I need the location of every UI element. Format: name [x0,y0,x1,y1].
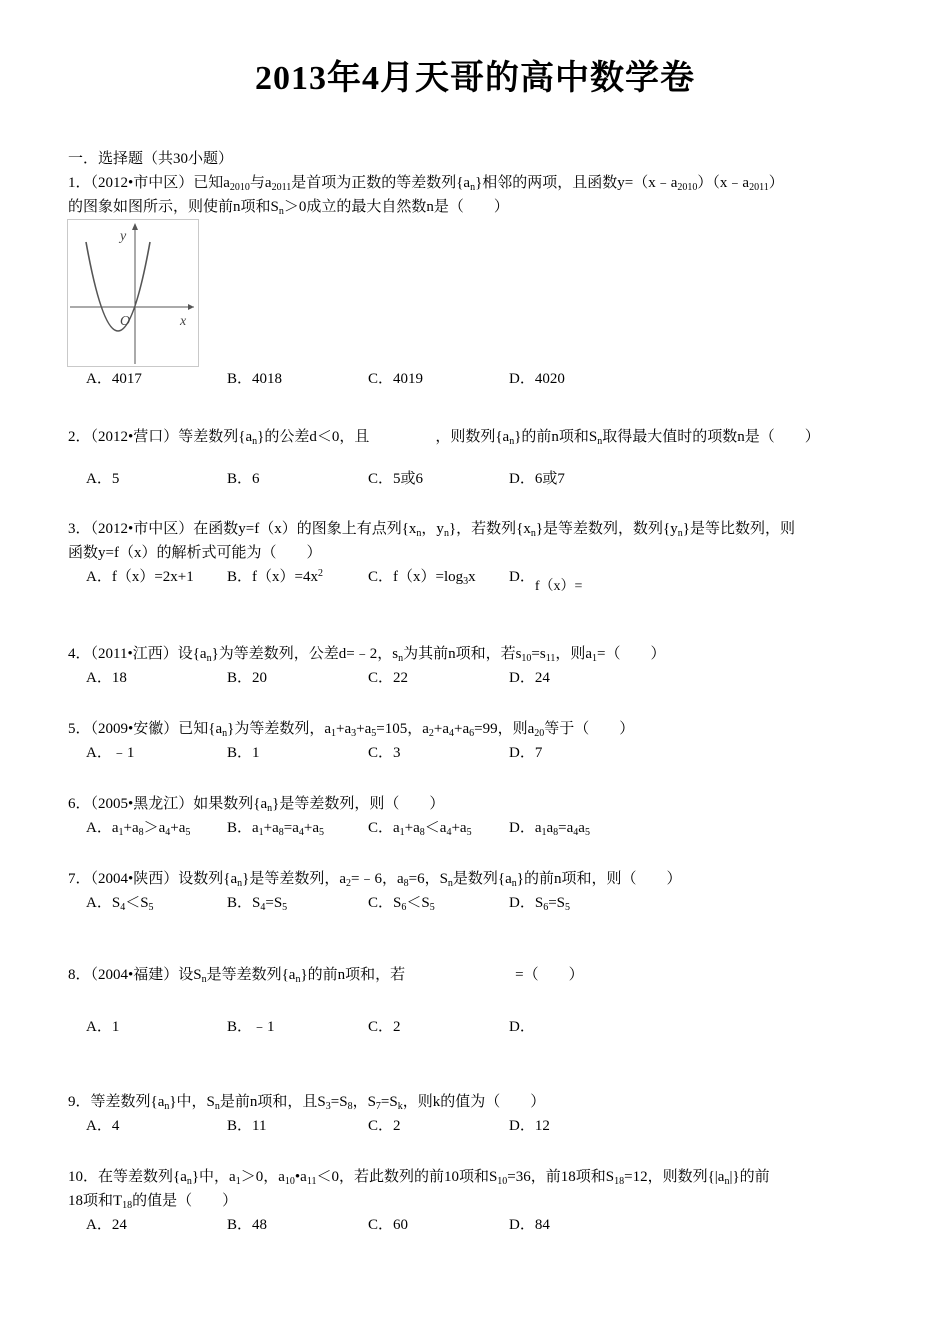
options-row [86,816,888,840]
option-a[interactable]: A．1 [86,1019,120,1035]
option-a[interactable]: A．4 [86,1118,120,1134]
page-title: 2013年4月天哥的高中数学卷 [255,60,695,97]
option-a[interactable]: A．﹣1 [86,745,135,761]
option-c[interactable]: C．2 [368,1118,401,1134]
parabola-graph [67,219,199,367]
option-b[interactable]: B．$f(x)=4x^2$ [227,568,323,585]
y-axis-arrow [132,223,138,230]
section-heading: 一．选择题（共30小题） [68,151,234,167]
question-stem: 8．（2004•福建）设$S_n$是等差数列$\{a_n\}$的前n项和，若 =（ ） [68,967,584,985]
option-a[interactable]: A．24 [86,1217,127,1233]
question-stem: 2．（2012•营口）等差数列$\{a_n\}$的公差d＜0，且 ，则数列$\{a_n\}$的前n项和$S_n$取得最大值时的项数n是（ ） [68,429,820,447]
question-stem: 6．（2005•黑龙江）如果数列$\{a_n\}$是等差数列，则（ ） [68,796,445,814]
option-d[interactable]: D．f（x）= [509,569,583,594]
option-c[interactable]: C．4019 [368,371,424,387]
options-row [86,565,888,594]
question-stem: 9．等差数列$\{a_n\}$中，$S_n$是前n项和，且$S_3=S_8$，$S_7=S_k$，则k的值为（ ） [68,1094,546,1112]
option-b[interactable]: B．$a_1+a_8=a_4+a_5$ [227,820,325,838]
question-4 [68,642,888,690]
option-b[interactable]: B．48 [227,1217,268,1233]
option-a[interactable]: A．5 [86,471,120,487]
x-axis-arrow [188,304,194,310]
question-stem: 10．在等差数列$\{a_n\}$中，$a_1>0$，$a_{10}•a_{11}<0$，若此数列的前10项和$S_{10}=36$，前18项和$S_{18}=12$，则数列$\{|a_n|\}$的前 [68,1169,770,1187]
options-row [86,1114,888,1138]
question-stem: 1．（2012•市中区）已知$a_{2010}$与$a_{2011}$是首项为正数的等差数列$\{a_n\}$相邻的两项，且函数$y=(x﹣a_{2010})(x﹣a_{2011})$ [68,175,784,193]
question-10 [68,1165,888,1237]
option-c[interactable]: C．3 [368,745,401,761]
option-d[interactable]: D．6或7 [509,471,565,487]
option-d[interactable]: D．24 [509,670,550,686]
option-a[interactable]: A．f（x）=2x+1 [86,569,194,585]
x-axis-label: x [180,314,187,329]
options-row [86,891,888,915]
option-d[interactable]: D．$S_6=S_5$ [509,895,570,913]
option-c[interactable]: C．$S_6<S_5$ [368,895,435,913]
question-stem-line2: 函数y=f（x）的解析式可能为（ ） [68,545,322,561]
question-2 [68,425,888,491]
options-row [86,666,888,690]
option-c[interactable]: C．2 [368,1019,401,1035]
option-c[interactable]: C．5或6 [368,471,424,487]
options-row [86,1015,888,1039]
question-1-options [68,367,888,391]
option-d[interactable]: D． [509,1019,535,1035]
origin-label: O [120,314,131,329]
option-b[interactable]: B．6 [227,471,260,487]
option-d[interactable]: D．4020 [509,371,565,387]
option-b[interactable]: B．﹣1 [227,1019,275,1035]
option-b[interactable]: B．$S_4=S_5$ [227,895,288,913]
question-stem-line2: 的图象如图所示，则使前n项和$S_n>0$成立的最大自然数n是（ ） [68,199,509,217]
option-a[interactable]: A．$a_1+a_8>a_4+a_5$ [86,820,191,838]
options-row [86,1213,888,1237]
parabola-curve [86,242,150,331]
question-5 [68,717,888,765]
option-a[interactable]: A．4017 [86,371,142,387]
option-c[interactable]: C．$a_1+a_8<a_4+a_5$ [368,820,472,838]
options-row [86,467,888,491]
option-a[interactable]: A．$S_4<S_5$ [86,895,154,913]
question-stem: 5．（2009•安徽）已知$\{a_n\}$为等差数列，$a_1+a_3+a_5=105$，$a_2+a_4+a_6=99$，则$a_{20}$等于（ ） [68,721,635,739]
question-stem-line2: 18项和$T_{18}$的值是（ ） [68,1193,238,1211]
option-d[interactable]: D．12 [509,1118,550,1134]
question-9 [68,1090,888,1138]
options-row [86,367,888,391]
option-b[interactable]: B．1 [227,745,260,761]
option-d[interactable]: D．7 [509,745,543,761]
option-c[interactable]: C．22 [368,670,409,686]
option-b[interactable]: B．11 [227,1118,267,1134]
question-1 [68,171,888,219]
question-stem: 3．（2012•市中区）在函数y=f（x）的图象上有点列{$x_n$，$y_n$}，若数列$\{x_n\}$是等差数列，数列$\{y_n\}$是等比数列，则 [68,521,795,539]
option-a[interactable]: A．18 [86,670,127,686]
option-d[interactable]: D．84 [509,1217,550,1233]
question-6 [68,792,888,840]
option-d[interactable]: D．$a_1a_8=a_4a_5$ [509,820,590,838]
options-row [86,741,888,765]
question-3 [68,517,888,594]
option-c[interactable]: C．$f(x)=\log_3x$ [368,569,476,587]
option-b[interactable]: B．20 [227,670,268,686]
option-c[interactable]: C．60 [368,1217,409,1233]
question-7 [68,867,888,915]
question-stem: 4．（2011•江西）设$\{a_n\}$为等差数列，公差d=﹣2，$s_n$为其前n项和，若$s_{10}=s_{11}$，则$a_1=$（ ） [68,646,666,664]
option-b[interactable]: B．4018 [227,371,283,387]
question-8 [68,963,888,1039]
graph-svg [68,220,198,366]
question-stem: 7．（2004•陕西）设数列$\{a_n\}$是等差数列，$a_2=﹣6$，$a_8=6$，$S_n$是数列$\{a_n\}$的前n项和，则（ ） [68,871,682,889]
y-axis-label: y [120,229,127,244]
